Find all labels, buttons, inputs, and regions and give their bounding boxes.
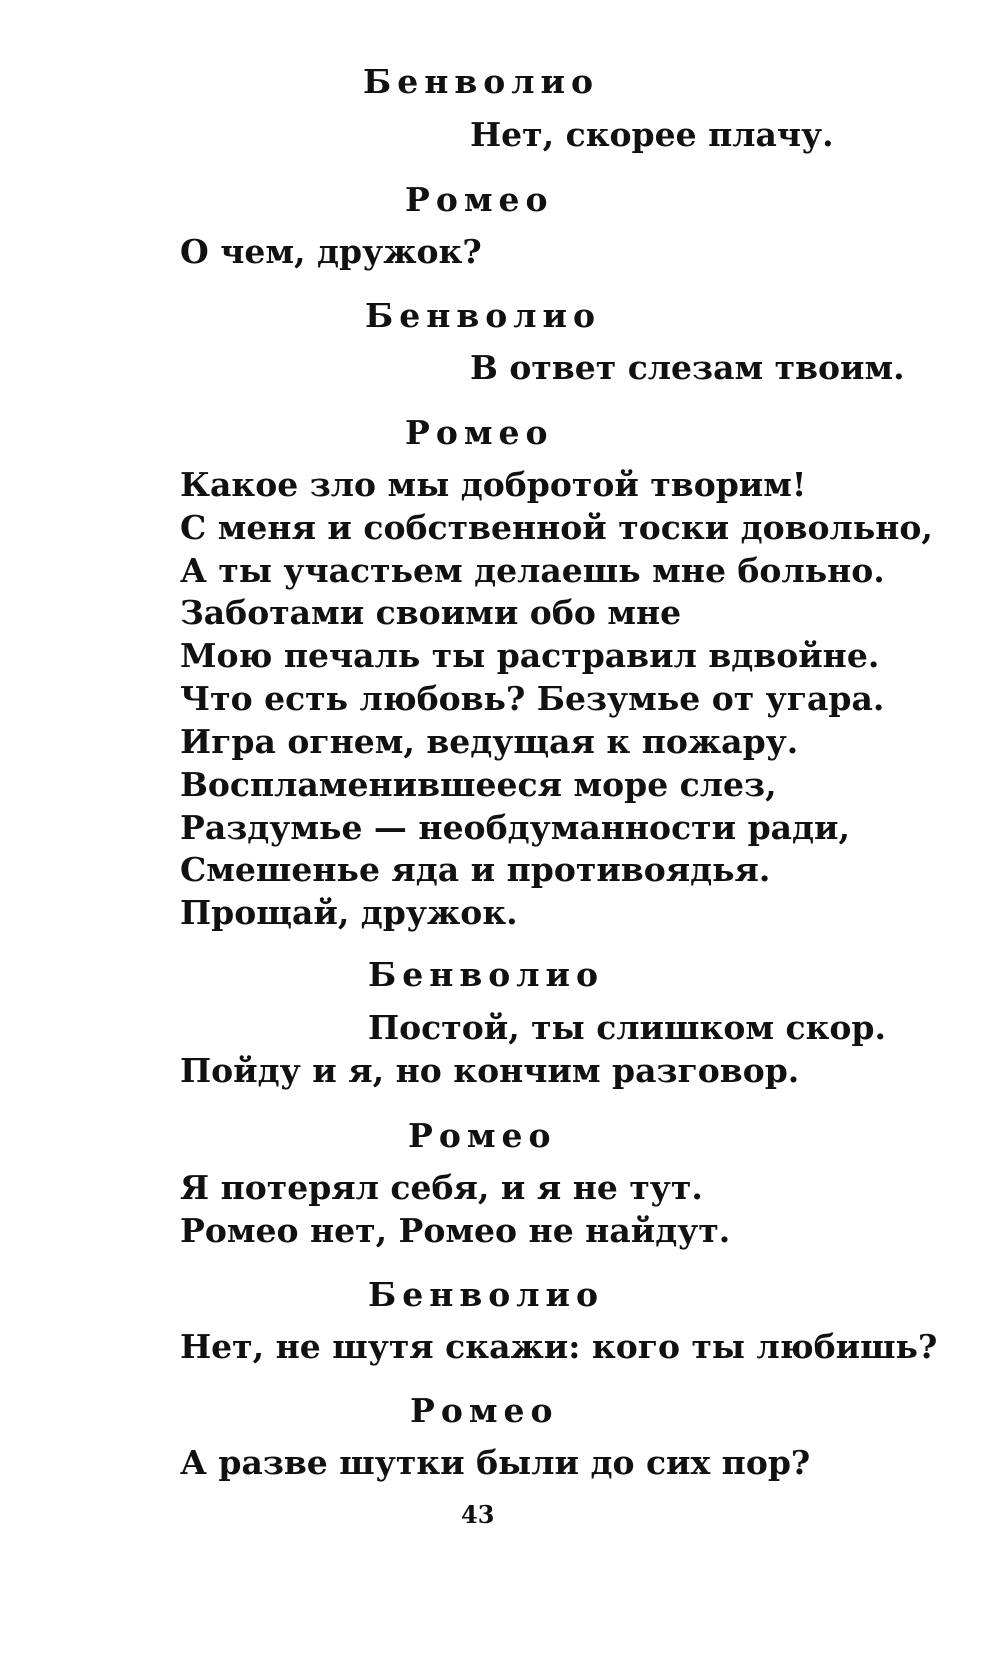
verse-line: Прощай, дружок. — [180, 893, 518, 932]
verse-line: Игра огнем, ведущая к пожару. — [180, 722, 799, 761]
speaker-name: Бенволио — [363, 62, 600, 101]
verse-line: Я потерял себя, и я не тут. — [180, 1168, 703, 1207]
verse-line: С меня и собственной тоски довольно, — [180, 508, 933, 547]
verse-line: Постой, ты слишком скор. — [368, 1008, 886, 1047]
verse-line: Смешенье яда и противоядья. — [180, 850, 771, 889]
speaker-name: Ромео — [408, 1116, 557, 1155]
speaker-name: Ромео — [410, 1391, 559, 1430]
verse-line: Мою печаль ты растравил вдвойне. — [180, 636, 880, 675]
speaker-name: Ромео — [405, 413, 554, 452]
verse-line: А разве шутки были до сих пор? — [180, 1443, 811, 1482]
verse-line: Что есть любовь? Безумье от угара. — [180, 679, 885, 718]
verse-line: О чем, дружок? — [180, 232, 482, 271]
verse-line: Нет, не шутя скажи: кого ты любишь? — [180, 1327, 938, 1366]
speaker-name: Бенволио — [365, 296, 602, 335]
verse-line: Какое зло мы добротой творим! — [180, 465, 807, 504]
speaker-name: Бенволио — [368, 1275, 605, 1314]
verse-line: Нет, скорее плачу. — [470, 115, 834, 154]
page-number: 43 — [461, 1500, 495, 1529]
speaker-name: Ромео — [405, 180, 554, 219]
verse-line: Воспламенившееся море слез, — [180, 765, 777, 804]
verse-line: В ответ слезам твоим. — [470, 348, 905, 387]
verse-line: А ты участьем делаешь мне больно. — [180, 551, 885, 590]
verse-line: Раздумье — необдуманности ради, — [180, 808, 850, 847]
verse-line: Пойду и я, но кончим разговор. — [180, 1051, 800, 1090]
verse-line: Заботами своими обо мне — [180, 593, 682, 632]
verse-line: Ромео нет, Ромео не найдут. — [180, 1211, 731, 1250]
speaker-name: Бенволио — [368, 955, 605, 994]
